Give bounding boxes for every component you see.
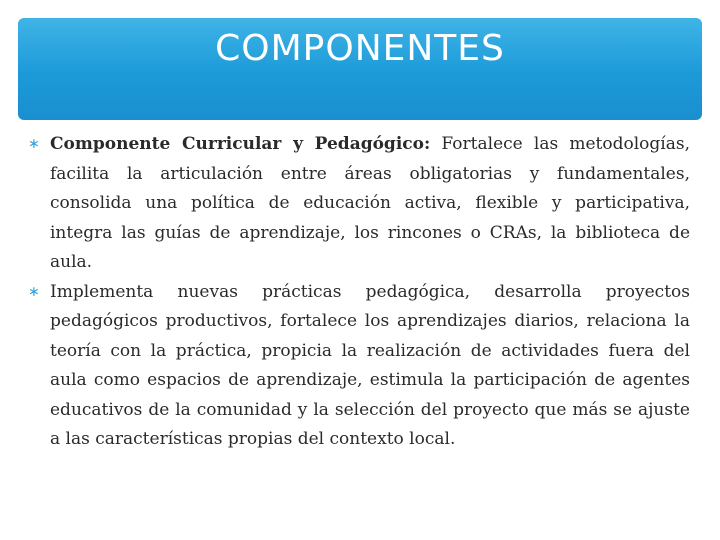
bullet-item-curricular <box>28 130 690 278</box>
bullet-text: Fortalece las metodologías, facilita la articulación entre áreas obligatorias y fundamentales, consolida una política de educación activa, flexible y participativa, integra las guías de aprendizaje, los rincones o CRAs, la biblioteca de aula. <box>50 134 690 272</box>
asterisk-bullet-icon: ∗ <box>28 136 40 152</box>
asterisk-bullet-icon: ∗ <box>28 283 40 300</box>
bullet-item-practicas <box>28 278 690 455</box>
bullet-lead: Componente Curricular y Pedagógico: <box>50 134 431 154</box>
bullet-text: Implementa nuevas prácticas pedagógica, desarrolla proyectos pedagógicos productivos, fortalece los aprendizajes diarios, relaciona la teoría con la práctica, propicia la realización de actividades fuera del aula como espacios de aprendizaje, estimula la participación de agentes educativos de la comunidad y la selección del proyecto que más se ajuste a las características propias del contexto local. <box>50 281 690 449</box>
bullet-list <box>28 130 690 455</box>
slide-title: COMPONENTES <box>215 28 505 69</box>
